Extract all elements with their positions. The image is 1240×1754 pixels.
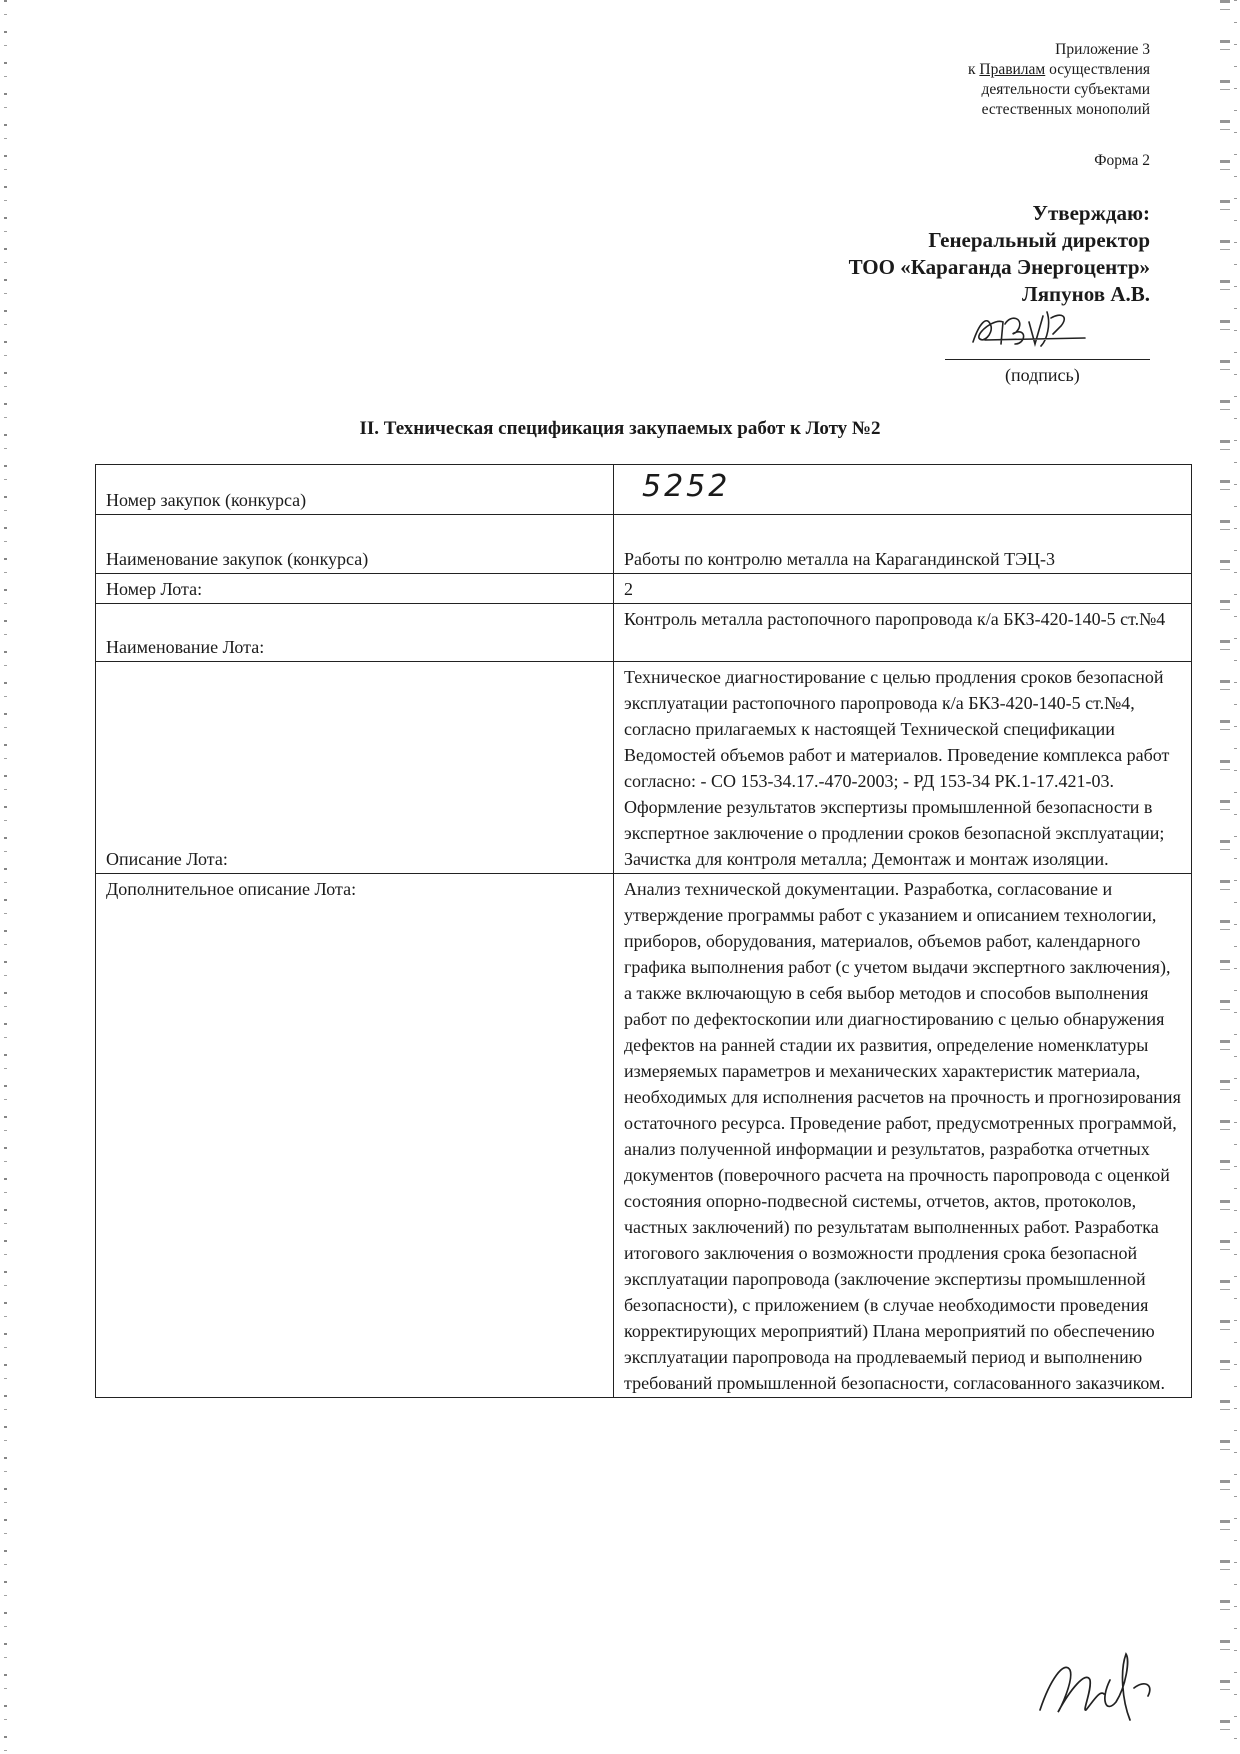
scan-edge-right-thin (1234, 0, 1237, 1754)
table-row (96, 574, 1192, 604)
approval-block (849, 200, 1150, 308)
approver-position: Генеральный директор (928, 228, 1150, 252)
signature-caption: (подпись) (1005, 365, 1080, 385)
table-row (96, 874, 1192, 1398)
row-label: Описание Лота: (96, 662, 614, 874)
appendix-line-3: деятельности субъектами (981, 81, 1150, 98)
rules-reference: к Правилам осуществления (967, 61, 1150, 78)
section-title: II. Техническая спецификация закупаемых работ к Лоту №2 (359, 418, 881, 439)
row-value: Работы по контролю металла на Карагандинской ТЭЦ-3 (614, 515, 1192, 574)
signature-area (945, 312, 1150, 392)
initials-signature (1030, 1640, 1170, 1730)
signature-line (945, 359, 1150, 360)
table-row (96, 662, 1192, 874)
row-value: Контроль металла растопочного паропровода к/а БКЗ-420-140-5 ст.№4 (614, 604, 1192, 662)
row-value: Техническое диагностирование с целью продления сроков безопасной эксплуатации растопочного паропровода к/а БКЗ-420-140-5 ст.№4, согласно прилагаемых к настоящей Технической спецификации Ведомостей объемов работ и материалов. Проведение комплекса работ согласно: - СО 153-34.17.-470-2003; - РД 153-34 РК.1-17.421-03. Оформление результатов экспертизы промышленной безопасности в экспертное заключение о продлении сроков безопасной эксплуатации; Зачистка для контроля металла; Демонтаж и монтаж изоляции. (614, 662, 1192, 874)
table-row (96, 515, 1192, 574)
row-value: Анализ технической документации. Разработка, согласование и утверждение программы работ с указанием и описанием технологии, приборов, оборудования, материалов, объемов работ, календарного графика выполнения работ (с учетом выдачи экспертного заключения), а также включающую в себя выбор методов и способов выполнения работ по дефектоскопии или диагностированию с целью обнаружения дефектов на ранней стадии их развития, определение номенклатуры измеряемых параметров и механических характеристик материала, необходимых для исполнения расчетов на прочность и прогнозирования остаточного ресурса. Проведение работ, предусмотренных программой, анализ полученной информации и результатов, разработка отчетных документов (поверочного расчета на прочность паропровода с оценкой состояния опорно-подвесной системы, отчетов, актов, протоколов, частных заключений) по результатам выполненных работ. Разработка итогового заключения о возможности продления срока безопасной эксплуатации паропровода (заключение экспертизы промышленной безопасности), с приложением (в случае необходимости проведения корректирующих мероприятий) Плана мероприятий по обеспечению эксплуатации паропровода на продлеваемый период и выполнению требований промышленной безопасности, согласованного заказчиком. (614, 874, 1192, 1398)
approver-name: Ляпунов А.В. (1022, 282, 1150, 306)
specification-table (95, 464, 1192, 1398)
rules-link[interactable]: Правилам (979, 61, 1046, 78)
handwritten-signature (965, 304, 1115, 354)
approver-company: ТОО «Караганда Энергоцентр» (848, 255, 1150, 279)
row-value (614, 465, 1192, 515)
appendix-header (968, 40, 1150, 120)
row-label: Дополнительное описание Лота: (96, 874, 614, 1398)
table-row (96, 604, 1192, 662)
scan-edge-left (4, 0, 7, 1754)
row-value: 2 (614, 574, 1192, 604)
row-label: Наименование закупок (конкурса) (96, 515, 614, 574)
scan-edge-right (1220, 0, 1230, 1754)
approve-heading: Утверждаю: (1032, 201, 1150, 225)
row-label: Наименование Лота: (96, 604, 614, 662)
purchase-number-handwritten: 5252 (642, 469, 731, 504)
row-label: Номер закупок (конкурса) (96, 465, 614, 515)
table-row (96, 465, 1192, 515)
form-number: Форма 2 (1094, 152, 1150, 169)
row-label: Номер Лота: (96, 574, 614, 604)
appendix-number: Приложение 3 (1055, 41, 1150, 58)
appendix-line-4: естественных монополий (981, 101, 1150, 118)
